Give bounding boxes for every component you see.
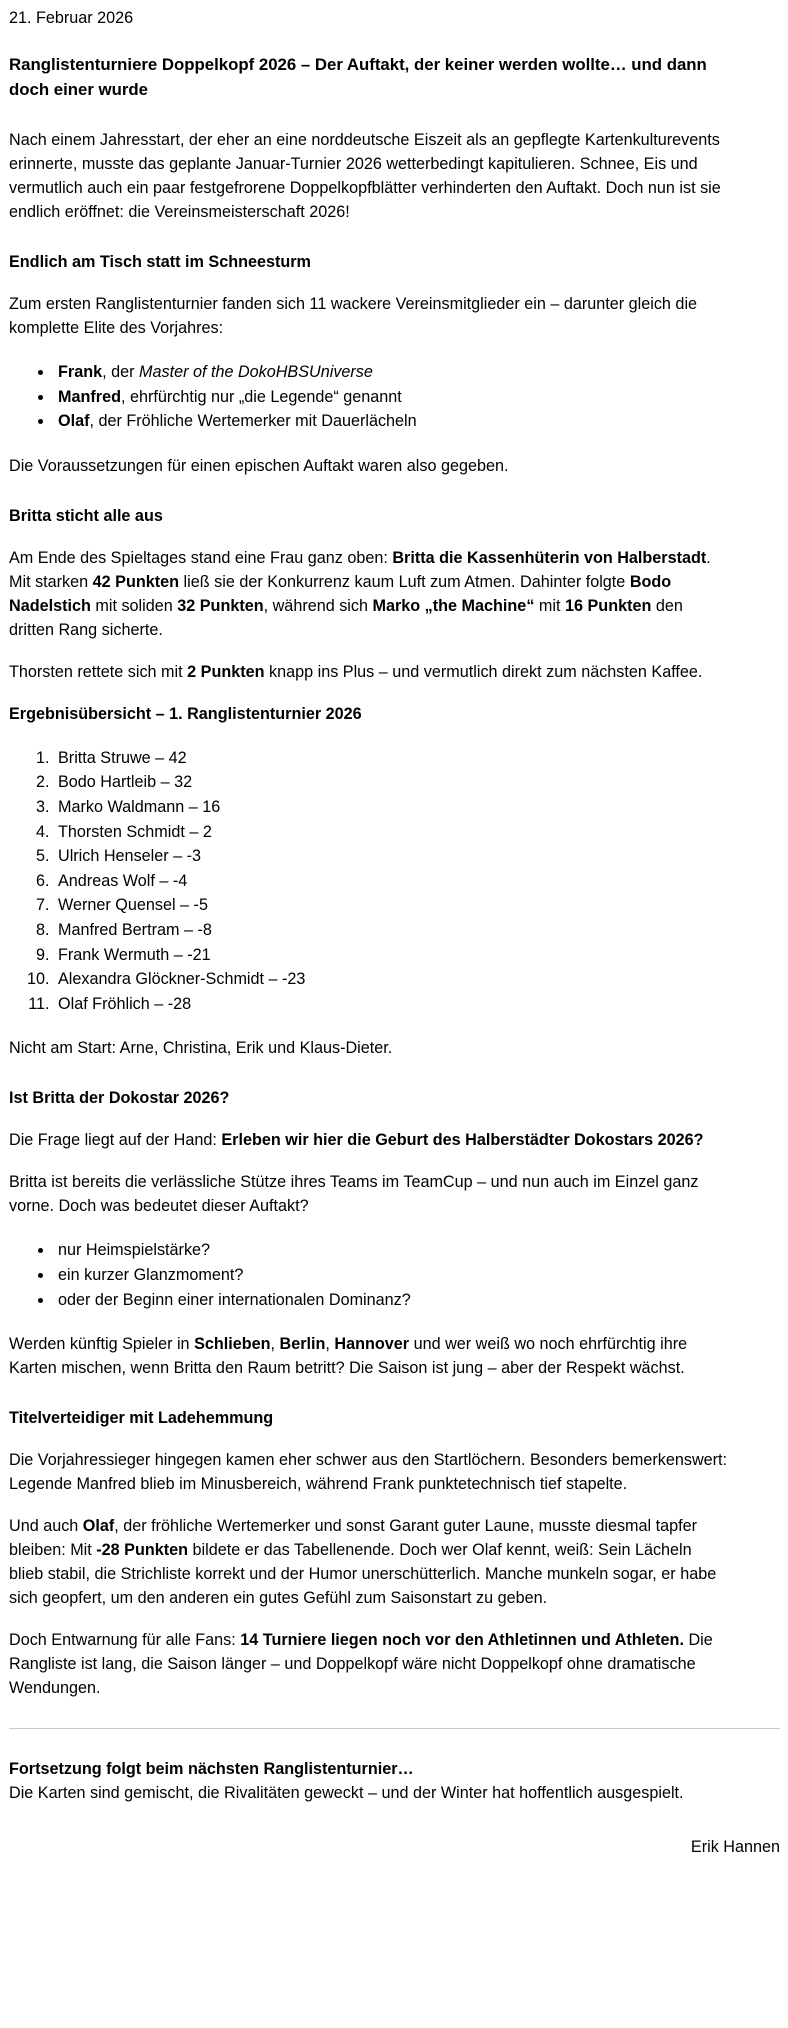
text-run: Titelverteidiger mit Ladehemmung <box>9 1409 274 1428</box>
document-date: 21. Februar 2026 <box>9 9 134 27</box>
italic-run: Master of the DokoHBSUniverse <box>138 363 373 381</box>
bold-run: 16 Punkten <box>565 596 652 615</box>
text-run: Zum ersten Ranglistenturnier fanden sich 11 wackere Vereinsmitglieder ein – darunter gleich die komplette Elite des Vorjahres: <box>9 295 698 337</box>
text-run: und wer weiß wo noch ehrfürchtig ihre Karten mischen, wenn Britta den Raum betritt? Die Saison ist jung – aber der Respekt wächst. <box>9 1335 688 1378</box>
paragraph <box>9 546 728 642</box>
text-run: Die Voraussetzungen für einen epischen Auftakt waren also gegeben. <box>9 456 509 475</box>
text-run: , <box>325 1335 335 1354</box>
text-run: ein kurzer Glanzmoment? <box>58 1265 244 1284</box>
bold-run: 32 Punkten <box>177 596 264 615</box>
ranking-item: 9. Frank Wermuth – -21 <box>54 943 728 968</box>
bold-run: 42 Punkten <box>92 572 180 591</box>
paragraph <box>9 1448 728 1496</box>
bold-run: Manfred <box>58 387 121 406</box>
text-run: Nicht am Start: Arne, Christina, Erik und Klaus-Dieter. <box>9 1039 393 1058</box>
section-divider <box>9 1728 780 1729</box>
text-run: Und auch <box>9 1517 83 1536</box>
text-run: , der Fröhliche Wertemerker mit Dauerlächeln <box>89 412 417 431</box>
ranking-item: 6. Andreas Wolf – -4 <box>54 869 728 894</box>
bold-run: Fortsetzung folgt beim nächsten Ranglistenturnier… <box>9 1760 414 1779</box>
text-run: Thorsten rettete sich mit <box>9 662 188 681</box>
section-heading <box>9 504 728 528</box>
ranking-list <box>9 746 728 1017</box>
text-run: , der fröhliche Wertemerker und sonst Garant guter Laune, musste diesmal tapfer bleiben: Mit <box>9 1517 698 1560</box>
text-run: Die Frage liegt auf der Hand: <box>9 1131 222 1150</box>
bold-run: Frank <box>58 363 103 381</box>
paragraph <box>9 1514 728 1610</box>
ranking-item: 1. Britta Struwe – 42 <box>54 746 728 771</box>
bold-run: Bodo Nadelstich <box>9 572 672 615</box>
text-run: mit <box>534 596 565 615</box>
text-run: Die Vorjahressieger hingegen kamen eher schwer aus den Startlöchern. Besonders bemerkenswert: Legende Manfred blieb im Minusbereich, während Frank punktetechnisch tief stapelte. <box>9 1451 728 1494</box>
author-signature: Erik Hannen <box>690 1838 780 1857</box>
text-run: den dritten Rang sicherte. <box>9 596 683 639</box>
text-run: ließ sie der Konkurrenz kaum Luft zum Atmen. Dahinter folgte <box>179 572 630 591</box>
ranking-item: 11. Olaf Fröhlich – -28 <box>54 992 728 1017</box>
article-title: Ranglistenturniere Doppelkopf 2026 – Der Auftakt, der keiner werden wollte… und dann doch einer wurde <box>9 55 707 99</box>
bold-run: Erleben wir hier die Geburt des Halberstädter Dokostars 2026? <box>221 1131 704 1150</box>
paragraph <box>9 128 728 224</box>
paragraph <box>9 454 728 478</box>
ranking-item: 2. Bodo Hartleib – 32 <box>54 770 728 795</box>
bold-run: Schlieben <box>194 1335 271 1354</box>
text-run: nur Heimspielstärke? <box>58 1241 211 1260</box>
text-run: Ist Britta der Dokostar 2026? <box>9 1089 230 1108</box>
bold-run: 14 Turniere liegen noch vor den Athletinnen und Athleten. <box>240 1631 684 1650</box>
paragraph <box>9 1332 728 1380</box>
bullet-item <box>54 1288 728 1313</box>
paragraph <box>9 1757 728 1805</box>
paragraph <box>9 1128 728 1152</box>
ranking-item: 3. Marko Waldmann – 16 <box>54 795 728 820</box>
text-run: mit soliden <box>90 596 178 615</box>
text-run: , ehrfürchtig nur „die Legende“ genannt <box>120 387 402 406</box>
section-heading <box>9 250 728 274</box>
text-run: knapp ins Plus – und vermutlich direkt zum nächsten Kaffee. <box>264 662 703 681</box>
bullet-list <box>9 360 728 434</box>
bullet-item <box>54 385 728 410</box>
text-run: , <box>270 1335 280 1354</box>
ranking-item: 5. Ulrich Henseler – -3 <box>54 844 728 869</box>
bullet-item <box>54 360 728 385</box>
section-heading <box>9 702 728 726</box>
bold-run: Marko „the Machine“ <box>372 596 535 615</box>
ranking-item: 10. Alexandra Glöckner-Schmidt – -23 <box>54 967 728 992</box>
text-run: Die Rangliste ist lang, die Saison länger – und Doppelkopf wäre nicht Doppelkopf ohne dramatische Wendungen. <box>9 1631 713 1698</box>
text-run: Endlich am Tisch statt im Schneesturm <box>9 253 311 271</box>
text-run: oder der Beginn einer internationalen Dominanz? <box>58 1290 411 1309</box>
ranking-item: 8. Manfred Bertram – -8 <box>54 918 728 943</box>
text-run: Britta sticht alle aus <box>9 506 163 525</box>
bullet-item <box>54 1238 728 1263</box>
bold-run: Britta die Kassenhüterin von Halberstadt <box>392 548 707 567</box>
text-run: Am Ende des Spieltages stand eine Frau ganz oben: <box>9 548 393 567</box>
ranking-item: 7. Werner Quensel – -5 <box>54 893 728 918</box>
paragraph <box>9 292 728 340</box>
paragraph <box>9 660 728 684</box>
document-content <box>9 128 780 1859</box>
text-run: Die Karten sind gemischt, die Rivalitäten geweckt – und der Winter hat hoffentlich ausgespielt. <box>9 1784 684 1803</box>
text-run: Ergebnisübersicht – 1. Ranglistenturnier 2026 <box>9 704 362 723</box>
bold-run: 2 Punkten <box>187 662 265 681</box>
paragraph <box>9 1036 728 1060</box>
text-run: Werden künftig Spieler in <box>9 1335 195 1354</box>
bullet-item <box>54 1263 728 1288</box>
ranking-item: 4. Thorsten Schmidt – 2 <box>54 820 728 845</box>
text-run: . Mit starken <box>9 548 711 591</box>
text-run: , der <box>102 363 139 381</box>
paragraph <box>9 1170 728 1218</box>
bold-run: Olaf <box>58 412 90 431</box>
bullet-item <box>54 409 728 434</box>
text-run: bildete er das Tabellenende. Doch wer Olaf kennt, weiß: Sein Lächeln blieb stabil, die Strichliste korrekt und der Humor unerschütterlich. Manche munkeln sogar, er habe sich geopfert, um den anderen ein gutes Gefühl zum Saisonstart zu geben. <box>9 1541 717 1608</box>
bold-run: Hannover <box>334 1335 410 1354</box>
bold-run: Olaf <box>82 1517 115 1536</box>
paragraph <box>9 1628 728 1700</box>
section-heading <box>9 1086 728 1110</box>
bold-run: -28 Punkten <box>96 1541 189 1560</box>
bold-run: Berlin <box>279 1335 326 1354</box>
text-run: Britta ist bereits die verlässliche Stütze ihres Teams im TeamCup – und nun auch im Einzel ganz vorne. Doch was bedeutet dieser Auftakt? <box>9 1173 699 1216</box>
text-run: , während sich <box>263 596 373 615</box>
bullet-list <box>9 1238 728 1312</box>
section-heading <box>9 1406 728 1430</box>
text-run: Doch Entwarnung für alle Fans: <box>9 1631 241 1650</box>
text-run: Nach einem Jahresstart, der eher an eine norddeutsche Eiszeit als an gepflegte Kartenkulturevents erinnerte, musste das geplante Januar-Turnier 2026 wetterbedingt kapitulieren. Schnee, Eis und vermutlich auch ein paar festgefrorene Doppelkopfblätter verhinderten den Auftakt. Doch nun ist sie endlich eröffnet: die Vereinsmeisterschaft 2026! <box>9 131 721 221</box>
